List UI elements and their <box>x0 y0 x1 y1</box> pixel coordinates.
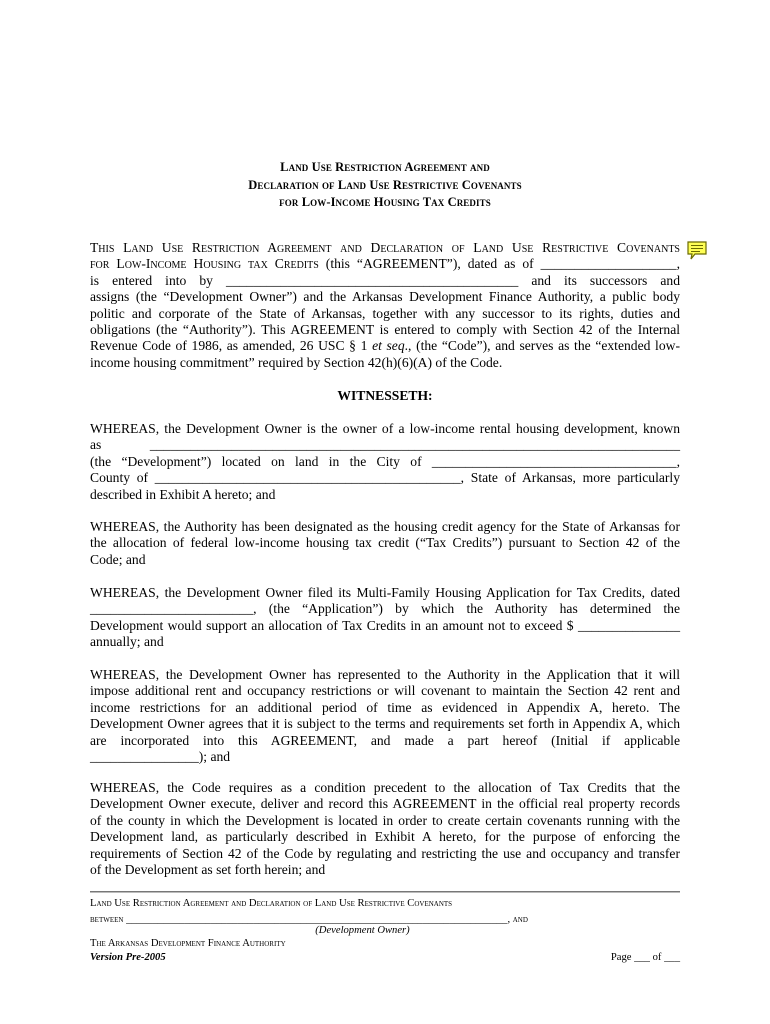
title-line-1: Land Use Restriction Agreement and <box>280 160 490 174</box>
whereas4-line-3: income restrictions for an additional period of time as evidenced in Appendix A, hereto. The <box>90 699 680 715</box>
whereas-paragraph-2 <box>90 519 680 568</box>
footer-version: Version Pre-2005 <box>90 952 166 963</box>
whereas2-line-2: the allocation of federal low-income housing tax credit (“Tax Credits”) pursuant to Section 42 of the <box>90 535 680 551</box>
whereas-paragraph-5 <box>90 780 680 878</box>
footer-agreement-title: Land Use Restriction Agreement and Declaration of Land Use Restrictive Covenants <box>90 898 453 909</box>
intro-paragraph <box>90 240 680 371</box>
whereas-paragraph-3 <box>90 585 680 651</box>
whereas1-line-5: described in Exhibit A hereto; and <box>90 486 276 502</box>
whereas5-line-4: Development land, as particularly described in Exhibit A hereto, for the purpose of enforcing the <box>90 829 680 845</box>
whereas3-line-1: WHEREAS, the Development Owner filed its Multi-Family Housing Application for Tax Credits, dated <box>90 585 680 600</box>
whereas3-line-4: annually; and <box>90 634 164 650</box>
whereas4-line-1: WHEREAS, the Development Owner has represented to the Authority in the Application that it will <box>90 667 680 682</box>
intro-line-7 <box>90 338 680 354</box>
whereas5-line-3: of the county in which the Development is located in order to create certain covenants running with the <box>90 812 680 828</box>
intro-line-2-text: (this “AGREEMENT”), dated as of ____________________, <box>318 256 681 272</box>
intro-line-4: assigns (the “Development Owner”) and the Arkansas Development Finance Authority, a public body <box>90 289 680 305</box>
intro-line-2-smallcaps: for Low-Income Housing tax Credits <box>90 256 319 272</box>
intro-line-7a: Revenue Code of 1986, as amended, 26 USC § 1 <box>90 338 373 354</box>
whereas4-line-6: ________________); and <box>90 749 231 765</box>
footer-authority: The Arkansas Development Finance Authority <box>90 938 286 949</box>
intro-line-7c: ., (the “Code”), and serves as the “extended low- <box>404 338 680 354</box>
whereas1-line-1: WHEREAS, the Development Owner is the owner of a low-income rental housing development, known <box>90 421 680 436</box>
intro-line-2 <box>90 256 680 272</box>
whereas4-line-5: are incorporated into this AGREEMENT, and made a part hereof (Initial if applicable <box>90 732 680 748</box>
whereas4-line-2: impose additional rent and occupancy restrictions or will covenant to maintain the Section 42 rent and <box>90 683 680 699</box>
footer-development-owner: (Development Owner) <box>315 925 410 936</box>
intro-line-8: income housing commitment” required by Section 42(h)(6)(A) of the Code. <box>90 354 503 370</box>
witnesseth-heading: WITNESSETH: <box>337 388 433 403</box>
whereas5-line-2: Development Owner execute, deliver and record this AGREEMENT in the official real property records <box>90 796 680 812</box>
whereas1-line-3: (the “Development”) located on land in the City of ____________________________________, <box>90 453 680 469</box>
footer-between-line: between ________________________________________________________________________, and <box>90 914 528 925</box>
intro-line-1: This Land Use Restriction Agreement and Declaration of Land Use Restrictive Covenants <box>90 240 680 255</box>
footer-page-number: Page ___ of ___ <box>610 952 680 963</box>
whereas1-line-4: County of _____________________________________________, State of Arkansas, more particularly <box>90 470 680 486</box>
whereas4-line-4: Development Owner agrees that it is subject to the terms and requirements set forth in Appendix A, which <box>90 716 680 732</box>
comment-note-icon[interactable] <box>686 240 708 260</box>
footer-divider <box>90 891 680 892</box>
whereas-paragraph-1 <box>90 421 680 503</box>
title-line-3: for Low-Income Housing Tax Credits <box>279 195 491 209</box>
intro-line-3: is entered into by ___________________________________________ and its successors and <box>90 272 680 288</box>
whereas3-line-2: ________________________, (the “Application”) by which the Authority has determined the <box>90 601 680 617</box>
intro-line-6: obligations (the “Authority”). This AGREEMENT is entered to comply with Section 42 of the Internal <box>90 322 680 338</box>
title-line-2: Declaration of Land Use Restrictive Covenants <box>248 178 522 192</box>
whereas5-line-6: of the Development as set forth herein; and <box>90 862 326 878</box>
whereas2-line-1: WHEREAS, the Authority has been designated as the housing credit agency for the State of Arkansas for <box>90 519 680 534</box>
whereas1-line-2: as ______________________________________________________________________________ <box>90 437 680 453</box>
whereas2-line-3: Code; and <box>90 551 146 567</box>
whereas3-line-3: Development would support an allocation of Tax Credits in an amount not to exceed $ _______________ <box>90 617 680 633</box>
intro-line-5: politic and corporate of the State of Arkansas, together with any successor to its rights, duties and <box>90 305 680 321</box>
intro-line-7-italic: et seq <box>372 338 405 354</box>
whereas-paragraph-4 <box>90 667 680 765</box>
whereas5-line-1: WHEREAS, the Code requires as a condition precedent to the allocation of Tax Credits that the <box>90 780 680 795</box>
whereas5-line-5: requirements of Section 42 of the Code by regulating and restricting the use and occupancy and transfer <box>90 845 680 861</box>
